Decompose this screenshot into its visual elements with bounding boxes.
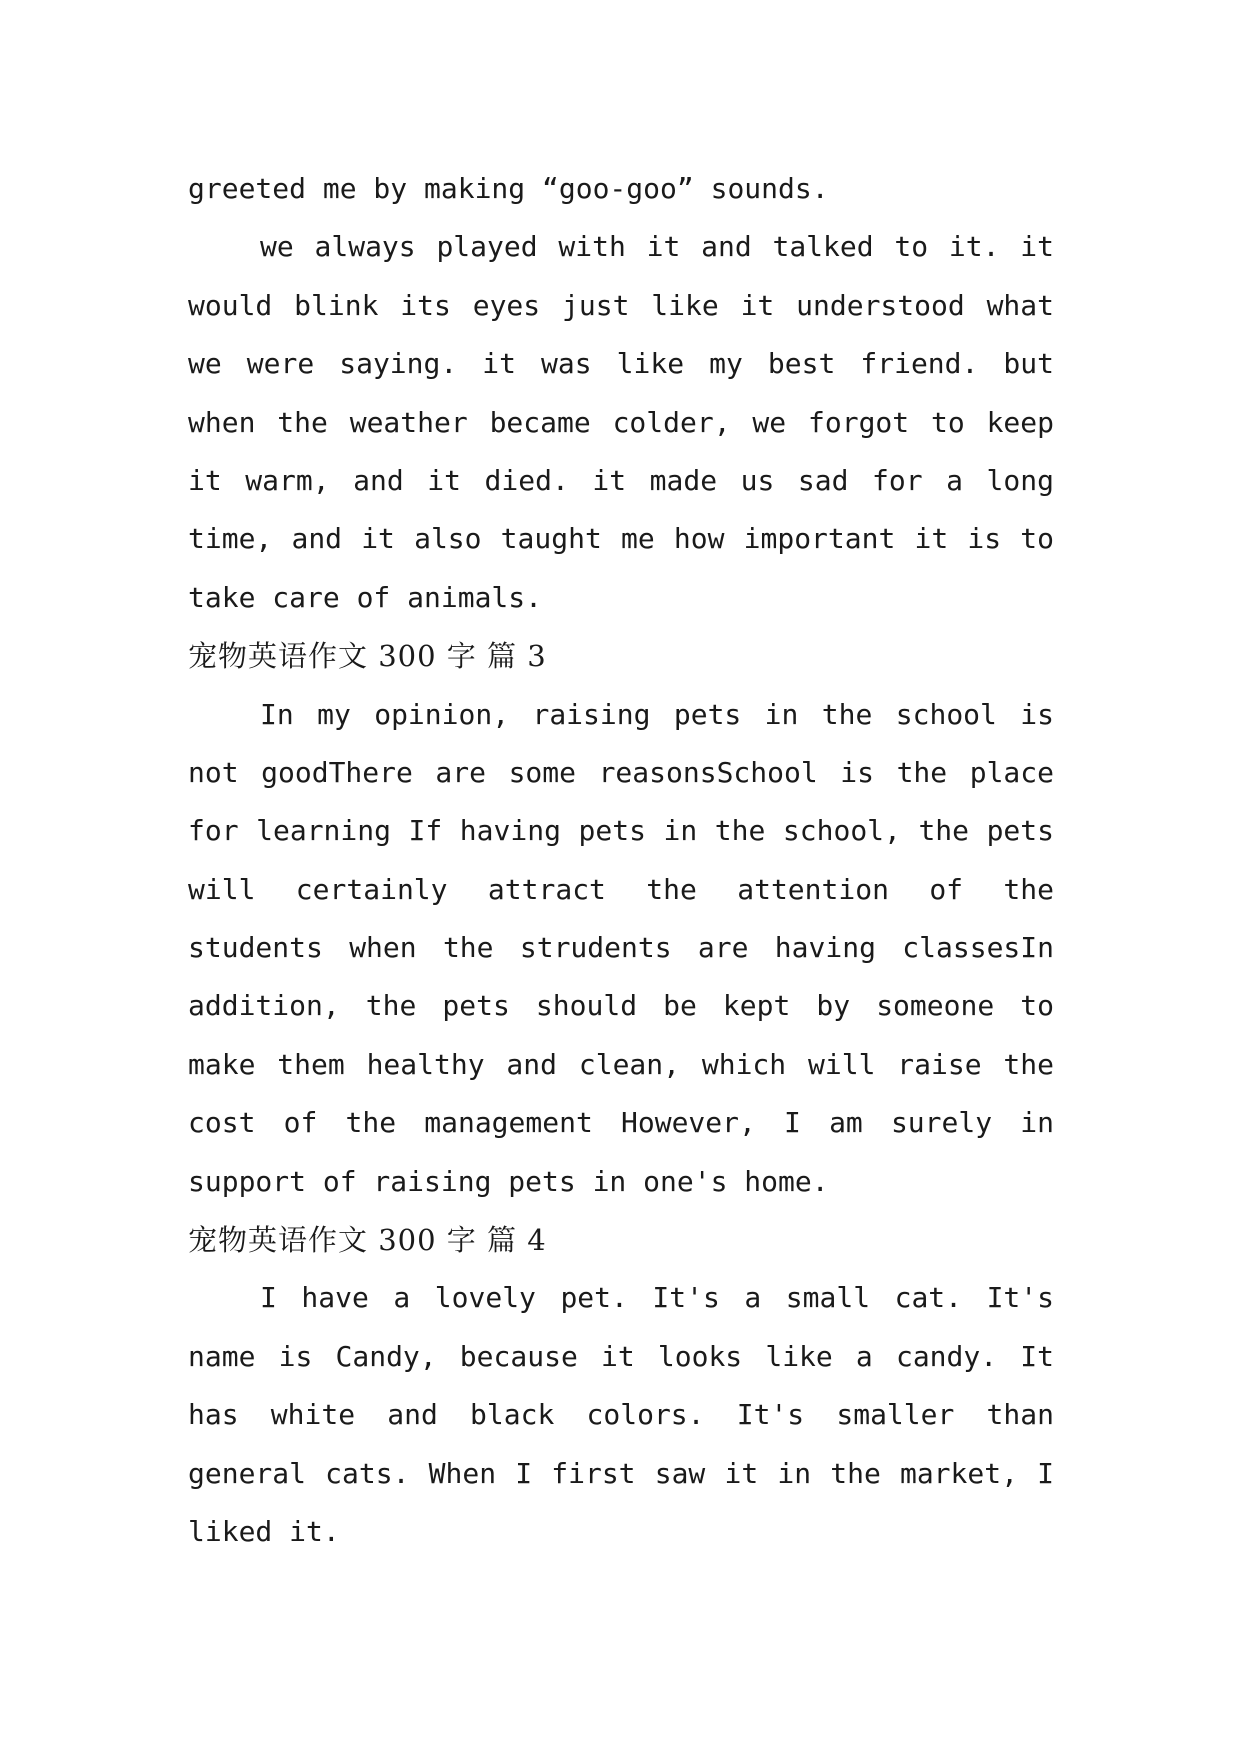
- paragraph: [188, 218, 1054, 627]
- paragraph-line: greeted me by making “goo-goo” sounds.: [188, 172, 829, 205]
- paragraph-line: make them healthy and clean, which will raise the: [188, 1047, 1054, 1081]
- section-heading: 宠物英语作文 300 字 篇 3: [188, 639, 547, 674]
- paragraph-line: In my opinion, raising pets in the school is: [260, 697, 1054, 731]
- paragraph-line: when the weather became colder, we forgot to keep: [188, 405, 1054, 439]
- paragraph-line: students when the strudents are having classesIn: [188, 931, 1054, 965]
- paragraph-line: I have a lovely pet. It's a small cat. It's: [260, 1281, 1054, 1315]
- paragraph-line: it warm, and it died. it made us sad for a long: [188, 463, 1054, 497]
- section-heading: 宠物英语作文 300 字 篇 4: [188, 1223, 547, 1258]
- paragraph: [188, 686, 1054, 1212]
- paragraph-line: time, and it also taught me how important it is to: [188, 522, 1054, 556]
- document-body: [188, 160, 1054, 1561]
- paragraph-line: not goodThere are some reasonsSchool is the place: [188, 755, 1054, 789]
- paragraph-line: liked it.: [188, 1514, 340, 1548]
- paragraph-line: support of raising pets in one's home.: [188, 1164, 829, 1198]
- paragraph-line: cost of the management However, I am surely in: [188, 1106, 1054, 1140]
- paragraph-line: we were saying. it was like my best friend. but: [188, 347, 1054, 381]
- paragraph-line: will certainly attract the attention of the: [188, 872, 1054, 906]
- paragraph-line: take care of animals.: [188, 580, 543, 614]
- paragraph-line: addition, the pets should be kept by someone to: [188, 989, 1054, 1023]
- paragraph-line: we always played with it and talked to it. it: [260, 230, 1054, 264]
- paragraph-line: for learning If having pets in the school, the pets: [188, 814, 1054, 848]
- paragraph-line: would blink its eyes just like it understood what: [188, 288, 1054, 322]
- paragraph-line: name is Candy, because it looks like a candy. It: [188, 1339, 1054, 1373]
- paragraph-line: general cats. When I first saw it in the market, I: [188, 1456, 1054, 1490]
- paragraph: [188, 160, 1054, 218]
- paragraph-line: has white and black colors. It's smaller than: [188, 1398, 1054, 1432]
- paragraph: [188, 1269, 1054, 1561]
